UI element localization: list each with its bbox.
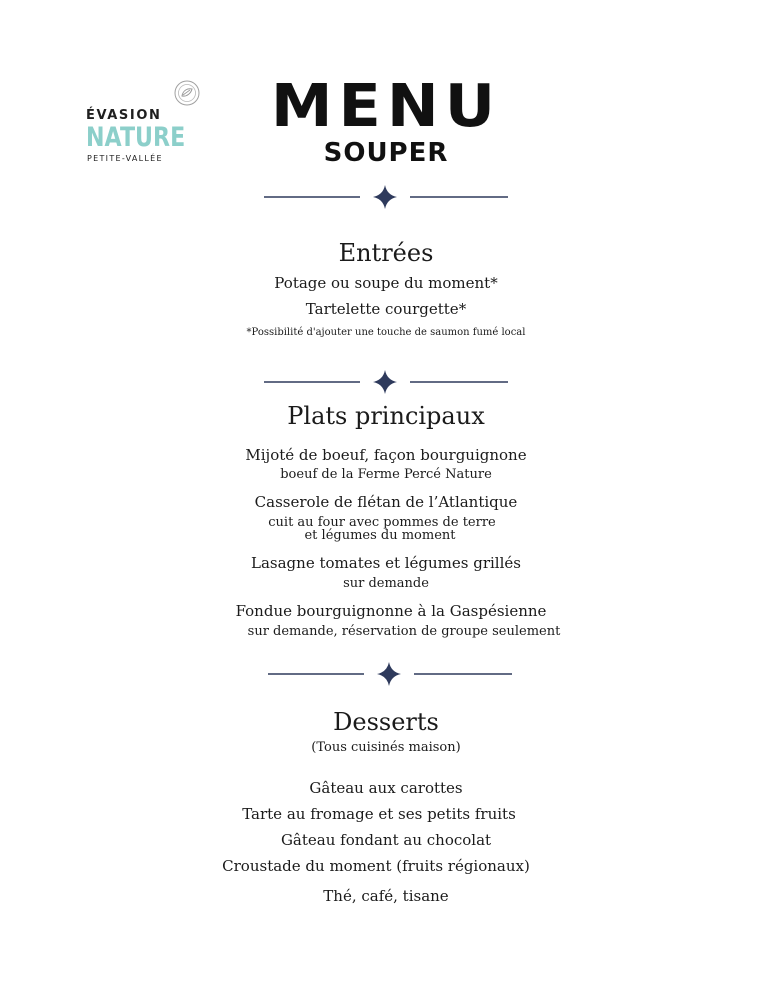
menu-item: Gâteau fondant au chocolat bbox=[280, 831, 492, 849]
menu-item: Mijoté de boeuf, façon bourguignone bbox=[245, 446, 527, 464]
star-ornament-icon bbox=[373, 370, 397, 394]
desserts-subtitle: (Tous cuisinés maison) bbox=[311, 740, 461, 755]
menu-item-description: et légumes du moment bbox=[304, 528, 456, 543]
menu-item: Fondue bourguignonne à la Gaspésienne bbox=[235, 602, 547, 620]
logo-nature-text: NATURE bbox=[86, 122, 186, 153]
menu-item: Thé, café, tisane bbox=[323, 887, 449, 905]
star-ornament-icon bbox=[377, 662, 401, 686]
desserts-heading: Desserts bbox=[333, 708, 439, 736]
menu-item-description: cuit au four avec pommes de terre bbox=[268, 515, 496, 530]
logo-evasion-text: ÉVASION bbox=[86, 108, 162, 123]
menu-item-description: boeuf de la Ferme Percé Nature bbox=[280, 467, 492, 482]
entrees-heading: Entrées bbox=[338, 239, 434, 267]
entrees-note: *Possibilité d'ajouter une touche de saumon fumé local bbox=[246, 327, 526, 338]
menu-item-description: sur demande bbox=[343, 576, 429, 591]
page-subtitle: SOUPER bbox=[323, 138, 449, 168]
menu-item: Tartelette courgette* bbox=[305, 300, 467, 318]
section-divider bbox=[0, 661, 772, 687]
menu-item-description: sur demande, réservation de groupe seulement bbox=[247, 624, 561, 639]
star-ornament-icon bbox=[373, 185, 397, 209]
menu-item: Lasagne tomates et légumes grillés bbox=[251, 554, 521, 572]
section-divider bbox=[0, 369, 772, 395]
menu-item: Gâteau aux carottes bbox=[309, 779, 463, 797]
plats-heading: Plats principaux bbox=[287, 402, 485, 430]
menu-item: Croustade du moment (fruits régionaux) bbox=[222, 857, 530, 875]
menu-item: Potage ou soupe du moment* bbox=[274, 274, 498, 292]
page-title: MENU bbox=[270, 70, 502, 141]
menu-item: Tarte au fromage et ses petits fruits bbox=[242, 805, 516, 823]
logo-location-text: PETITE-VALLÉE bbox=[87, 154, 163, 163]
section-divider bbox=[0, 184, 772, 210]
menu-item: Casserole de flétan de l’Atlantique bbox=[254, 493, 518, 511]
